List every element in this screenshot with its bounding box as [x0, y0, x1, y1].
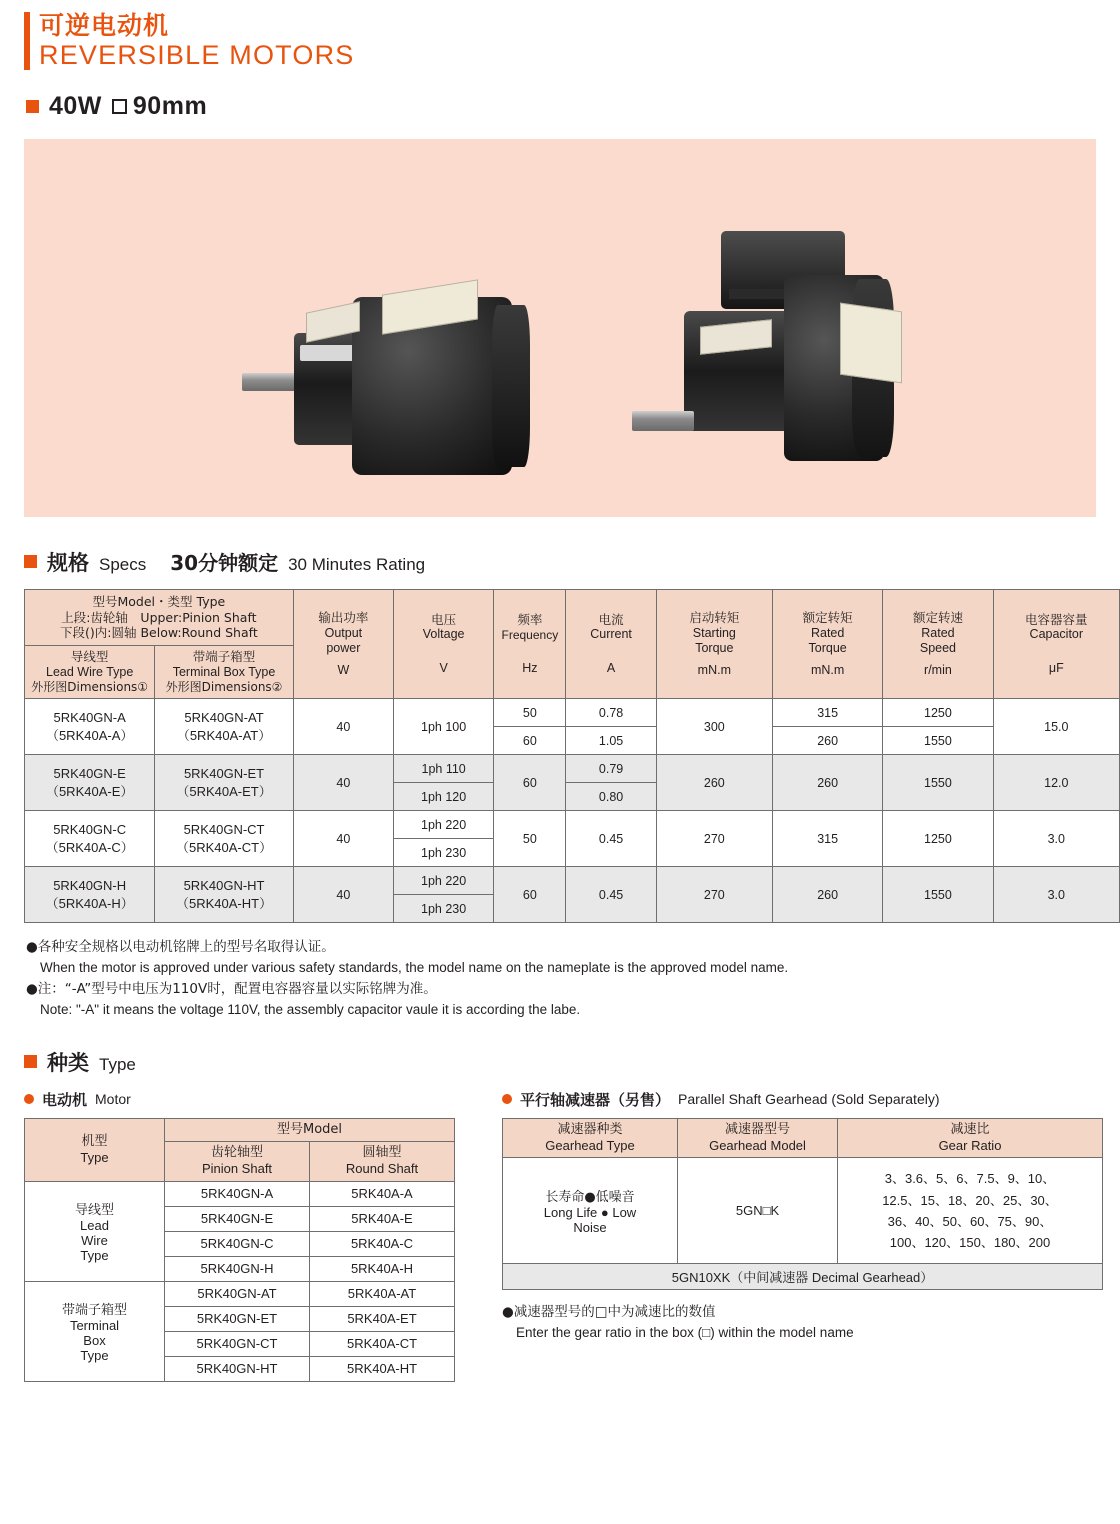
gearhead-note [502, 1302, 1102, 1343]
current-en: Current [590, 627, 632, 642]
cell-gearhead-model: 5GN□K [678, 1158, 838, 1264]
cell-round-model: 5RK40A-HT [310, 1356, 455, 1381]
table-row [25, 699, 1120, 727]
lead-model-pinion: 5RK40GN-E [53, 765, 126, 781]
table-row [503, 1264, 1103, 1290]
cell-starting-torque: 260 [656, 755, 772, 811]
rating-heading-en: 30 Minutes Rating [288, 555, 426, 575]
gearhead-subheading-en: Parallel Shaft Gearhead (Sold Separately) [678, 1091, 940, 1108]
model-type-line3: 下段()内:圆轴 Below:Round Shaft [60, 625, 258, 641]
cell-current: 0.45 [566, 867, 656, 923]
pinion-shaft-cn: 齿轮轴型 [210, 1145, 263, 1161]
type-section-heading [24, 1047, 1108, 1077]
header-capacitor [993, 590, 1119, 699]
model-type-line2: 上段:齿轮轴 Upper:Pinion Shaft [61, 609, 257, 625]
round-shaft-en: Round Shaft [345, 1161, 419, 1177]
cell-lead-model [25, 811, 155, 867]
terminal-box-dim: 外形图Dimensions② [165, 680, 283, 695]
cell-rated-torque: 315 [773, 811, 883, 867]
note-2-en: Note: "-A" it means the voltage 110V, the assembly capacitor vaule it is according the labe. [40, 1002, 581, 1018]
specs-section-heading [24, 547, 1108, 577]
rated-speed-unit: r/min [924, 662, 952, 677]
cell-current: 0.80 [566, 783, 656, 811]
page-title-cn: 可逆电动机 [39, 11, 170, 40]
product-photo-banner [24, 139, 1096, 517]
specs-heading-en: Specs [99, 555, 147, 575]
gear-ratio-en: Gear Ratio [938, 1138, 1002, 1154]
cell-capacitor: 15.0 [993, 699, 1119, 755]
cell-rated-speed: 1250 [883, 811, 993, 867]
header-round-shaft [310, 1142, 455, 1182]
cell-voltage: 1ph 220 [394, 867, 494, 895]
gearhead-subheading [502, 1089, 1102, 1110]
header-starting-torque [656, 590, 772, 699]
frame-size: 90mm [132, 92, 208, 121]
lead-wire-group-en3: Type [80, 1248, 109, 1264]
voltage-en: Voltage [422, 627, 465, 642]
motor-model-table [24, 1118, 455, 1382]
cell-pinion-model: 5RK40GN-AT [165, 1281, 310, 1306]
cell-rated-torque: 260 [773, 755, 883, 811]
cell-starting-torque: 300 [656, 699, 772, 755]
terminal-box-en: Terminal Box Type [172, 664, 276, 679]
rated-speed-en2: Speed [919, 641, 957, 656]
gearhead-subheading-cn: 平行轴减速器（另售） [520, 1090, 671, 1109]
starting-torque-unit: mN.m [697, 662, 731, 677]
square-marker-icon [24, 555, 37, 568]
lead-wire-dim: 外形图Dimensions① [31, 680, 149, 695]
terminal-model-pinion: 5RK40GN-CT [183, 821, 265, 837]
type-heading-en: Type [99, 1054, 136, 1074]
motor-subheading-en: Motor [95, 1091, 131, 1108]
cell-frequency: 50 [494, 699, 566, 727]
header-rated-torque [773, 590, 883, 699]
output-power-unit: W [337, 662, 350, 677]
header-current [566, 590, 656, 699]
voltage-cn: 电压 [431, 611, 457, 627]
terminal-box-group-cn: 带端子箱型 [61, 1303, 127, 1319]
cell-voltage: 1ph 110 [394, 755, 494, 783]
table-row [25, 867, 1120, 895]
cell-voltage: 1ph 100 [394, 699, 494, 755]
gear-ratio-cn: 减速比 [950, 1121, 990, 1137]
lead-model-pinion: 5RK40GN-C [53, 821, 127, 837]
lead-wire-group-cn: 导线型 [74, 1203, 114, 1219]
terminal-model-round: （5RK40A-ET） [176, 783, 272, 799]
cell-pinion-model: 5RK40GN-H [165, 1256, 310, 1281]
terminal-box-group-en1: Terminal [69, 1318, 120, 1334]
header-lead-wire-type [25, 646, 155, 699]
table-header-row [503, 1118, 1103, 1158]
terminal-box-group-en2: Box [83, 1333, 106, 1349]
terminal-box-cn: 带端子箱型 [192, 649, 256, 665]
cell-round-model: 5RK40A-E [310, 1206, 455, 1231]
current-unit: A [606, 661, 616, 676]
cell-rated-speed: 1550 [883, 755, 993, 811]
starting-torque-en1: Starting [692, 625, 736, 640]
gearhead-type-value-en1: Long Life ● Low [543, 1205, 637, 1221]
header-gearhead-model [678, 1118, 838, 1158]
rating-heading-cn: 30分钟额定 [170, 551, 279, 576]
cell-capacitor: 12.0 [993, 755, 1119, 811]
starting-torque-en2: Torque [695, 641, 734, 656]
lead-model-round: （5RK40A-C） [45, 839, 134, 855]
cell-rated-speed: 1250 [883, 699, 993, 727]
cell-frequency: 60 [494, 727, 566, 755]
gearhead-model-cn: 减速器型号 [724, 1121, 790, 1137]
cell-current: 0.79 [566, 755, 656, 783]
terminal-model-pinion: 5RK40GN-ET [183, 765, 265, 781]
type-tables-row [12, 1089, 1108, 1382]
header-terminal-box-type [155, 646, 293, 699]
header-gearhead-type [503, 1118, 678, 1158]
specs-notes [26, 937, 1108, 1021]
table-row [25, 811, 1120, 839]
page-title-en: REVERSIBLE MOTORS [39, 40, 355, 70]
cell-terminal-model [155, 811, 293, 867]
starting-torque-cn: 启动转矩 [689, 609, 740, 625]
terminal-model-round: （5RK40A-AT） [176, 727, 272, 743]
cell-lead-model [25, 867, 155, 923]
rated-speed-en1: Rated [921, 625, 955, 640]
cell-gear-ratios [838, 1158, 1103, 1264]
terminal-model-pinion: 5RK40GN-AT [184, 709, 264, 725]
cell-rated-torque: 260 [773, 867, 883, 923]
lead-wire-group-en2: Wire [81, 1233, 108, 1249]
current-cn: 电流 [598, 611, 624, 627]
cell-terminal-model [155, 755, 293, 811]
cell-round-model: 5RK40A-C [310, 1231, 455, 1256]
specifications-table [24, 589, 1120, 923]
cell-voltage: 1ph 120 [394, 783, 494, 811]
pinion-shaft-en: Pinion Shaft [201, 1161, 273, 1177]
table-header-row [25, 590, 1120, 646]
frequency-en: Frequency [501, 627, 559, 642]
cell-round-model: 5RK40A-CT [310, 1331, 455, 1356]
cell-power: 40 [293, 811, 393, 867]
cell-power: 40 [293, 755, 393, 811]
capacitor-unit: μF [1048, 661, 1064, 676]
motor-subheading [24, 1089, 454, 1110]
model-type-line1: 型号Model・类型 Type [92, 594, 226, 610]
gearhead-type-value-cn: 长寿命●低噪音 [545, 1190, 635, 1206]
cell-pinion-model: 5RK40GN-CT [165, 1331, 310, 1356]
cell-decimal-gearhead: 5GN10XK（中间减速器 Decimal Gearhead） [503, 1264, 1103, 1290]
cell-rated-speed: 1550 [883, 867, 993, 923]
header-model-type [25, 590, 294, 646]
cell-capacitor: 3.0 [993, 867, 1119, 923]
rated-speed-cn: 额定转速 [912, 609, 963, 625]
capacitor-cn: 电容器容量 [1025, 611, 1088, 627]
cell-voltage: 1ph 230 [394, 839, 494, 867]
note-1-cn: ●各种安全规格以电动机铭牌上的型号名取得认证。 [26, 939, 335, 956]
terminal-box-group-en3: Type [80, 1348, 109, 1364]
lead-model-round: （5RK40A-H） [45, 895, 134, 911]
rated-torque-cn: 额定转矩 [802, 609, 853, 625]
cell-pinion-model: 5RK40GN-A [165, 1181, 310, 1206]
cell-lead-model [25, 755, 155, 811]
header-accent-bar [24, 12, 30, 70]
lead-model-round: （5RK40A-A） [45, 727, 134, 743]
cell-pinion-model: 5RK40GN-E [165, 1206, 310, 1231]
cell-starting-torque: 270 [656, 867, 772, 923]
cell-pinion-model: 5RK40GN-C [165, 1231, 310, 1256]
table-row [25, 1181, 455, 1206]
cell-rated-speed: 1550 [883, 727, 993, 755]
cell-power: 40 [293, 867, 393, 923]
specs-heading-cn: 规格 [47, 551, 89, 576]
header-gear-ratio [838, 1118, 1103, 1158]
motor-subheading-cn: 电动机 [42, 1090, 88, 1109]
cell-current: 0.78 [566, 699, 656, 727]
gearhead-type-en: Gearhead Type [545, 1138, 635, 1154]
output-power-cn: 输出功率 [318, 609, 369, 625]
cell-terminal-model [155, 867, 293, 923]
output-power-en1: Output [324, 625, 363, 640]
cell-power: 40 [293, 699, 393, 755]
cell-round-model: 5RK40A-H [310, 1256, 455, 1281]
power-rating: 40W [49, 92, 102, 121]
cell-pinion-model: 5RK40GN-ET [165, 1306, 310, 1331]
cell-lead-wire-group [25, 1181, 165, 1281]
cell-round-model: 5RK40A-ET [310, 1306, 455, 1331]
lead-wire-en: Lead Wire Type [46, 664, 134, 679]
cell-frequency: 60 [494, 867, 566, 923]
type-heading-cn: 种类 [47, 1050, 89, 1075]
product-size-line [26, 92, 1108, 121]
output-power-en2: power [326, 641, 361, 656]
terminal-model-round: （5RK40A-CT） [175, 839, 273, 855]
voltage-unit: V [439, 661, 448, 676]
page-header [12, 0, 1108, 70]
rated-torque-en2: Torque [808, 641, 847, 656]
gearhead-note-en: Enter the gear ratio in the box (□) within the model name [516, 1324, 854, 1340]
gear-ratio-line2: 12.5、15、18、20、25、30、 [882, 1192, 1058, 1208]
cell-frequency: 50 [494, 811, 566, 867]
gear-ratio-line4: 100、120、150、180、200 [889, 1235, 1051, 1251]
lead-wire-group-en1: Lead [80, 1218, 109, 1234]
cell-capacitor: 3.0 [993, 811, 1119, 867]
gear-ratio-line1: 3、3.6、5、6、7.5、9、10、 [884, 1171, 1056, 1187]
capacitor-en: Capacitor [1029, 627, 1084, 642]
cell-current: 0.45 [566, 811, 656, 867]
table-header-row [25, 1118, 455, 1141]
cell-rated-torque: 260 [773, 727, 883, 755]
table-row [25, 1281, 455, 1306]
cell-round-model: 5RK40A-AT [310, 1281, 455, 1306]
square-frame-icon [112, 99, 127, 114]
header-output-power [293, 590, 393, 699]
terminal-model-round: （5RK40A-HT） [175, 895, 273, 911]
lead-model-pinion: 5RK40GN-A [53, 709, 126, 725]
cell-current: 1.05 [566, 727, 656, 755]
square-marker-icon [24, 1055, 37, 1068]
note-1-en: When the motor is approved under various safety standards, the model name on the nameplate is the approved model name. [40, 960, 789, 976]
bullet-dot-icon [502, 1094, 512, 1104]
lead-model-pinion: 5RK40GN-H [53, 877, 127, 893]
cell-rated-torque: 315 [773, 699, 883, 727]
gearhead-table [502, 1118, 1103, 1291]
table-row [25, 755, 1120, 783]
cell-terminal-box-group [25, 1281, 165, 1381]
rated-torque-unit: mN.m [810, 662, 845, 677]
table-row [503, 1158, 1103, 1264]
machine-type-en: Type [80, 1149, 109, 1165]
header-machine-type [25, 1118, 165, 1181]
header-model: 型号Model [165, 1118, 455, 1141]
gearhead-note-cn: ●减速器型号的□中为减速比的数值 [502, 1304, 716, 1321]
lead-wire-cn: 导线型 [70, 649, 109, 665]
cell-starting-torque: 270 [656, 811, 772, 867]
cell-voltage: 1ph 220 [394, 811, 494, 839]
terminal-model-pinion: 5RK40GN-HT [183, 877, 265, 893]
machine-type-cn: 机型 [81, 1133, 108, 1149]
gear-ratio-line3: 36、40、50、60、75、90、 [887, 1213, 1053, 1229]
header-voltage [394, 590, 494, 699]
cell-gearhead-type [503, 1158, 678, 1264]
cell-voltage: 1ph 230 [394, 895, 494, 923]
header-rated-speed [883, 590, 993, 699]
header-pinion-shaft [165, 1142, 310, 1182]
motor-type-block [24, 1089, 454, 1382]
cell-frequency: 60 [494, 755, 566, 811]
round-shaft-cn: 圆轴型 [362, 1145, 402, 1161]
square-marker-icon [26, 100, 39, 113]
frequency-unit: Hz [522, 660, 538, 675]
lead-model-round: （5RK40A-E） [45, 783, 134, 799]
gearhead-type-cn: 减速器种类 [557, 1121, 623, 1137]
header-frequency [494, 590, 566, 699]
gearhead-model-en: Gearhead Model [709, 1138, 806, 1154]
cell-terminal-model [155, 699, 293, 755]
frequency-cn: 频率 [517, 612, 543, 628]
bullet-dot-icon [24, 1094, 34, 1104]
gearhead-type-value-en2: Noise [573, 1220, 607, 1236]
cell-round-model: 5RK40A-A [310, 1181, 455, 1206]
rated-torque-en1: Rated [810, 625, 845, 640]
note-2-cn: ●注：“-A”型号中电压为110V时，配置电容器容量以实际铭牌为准。 [26, 981, 437, 998]
gearhead-type-block [502, 1089, 1102, 1382]
cell-pinion-model: 5RK40GN-HT [165, 1356, 310, 1381]
cell-lead-model [25, 699, 155, 755]
